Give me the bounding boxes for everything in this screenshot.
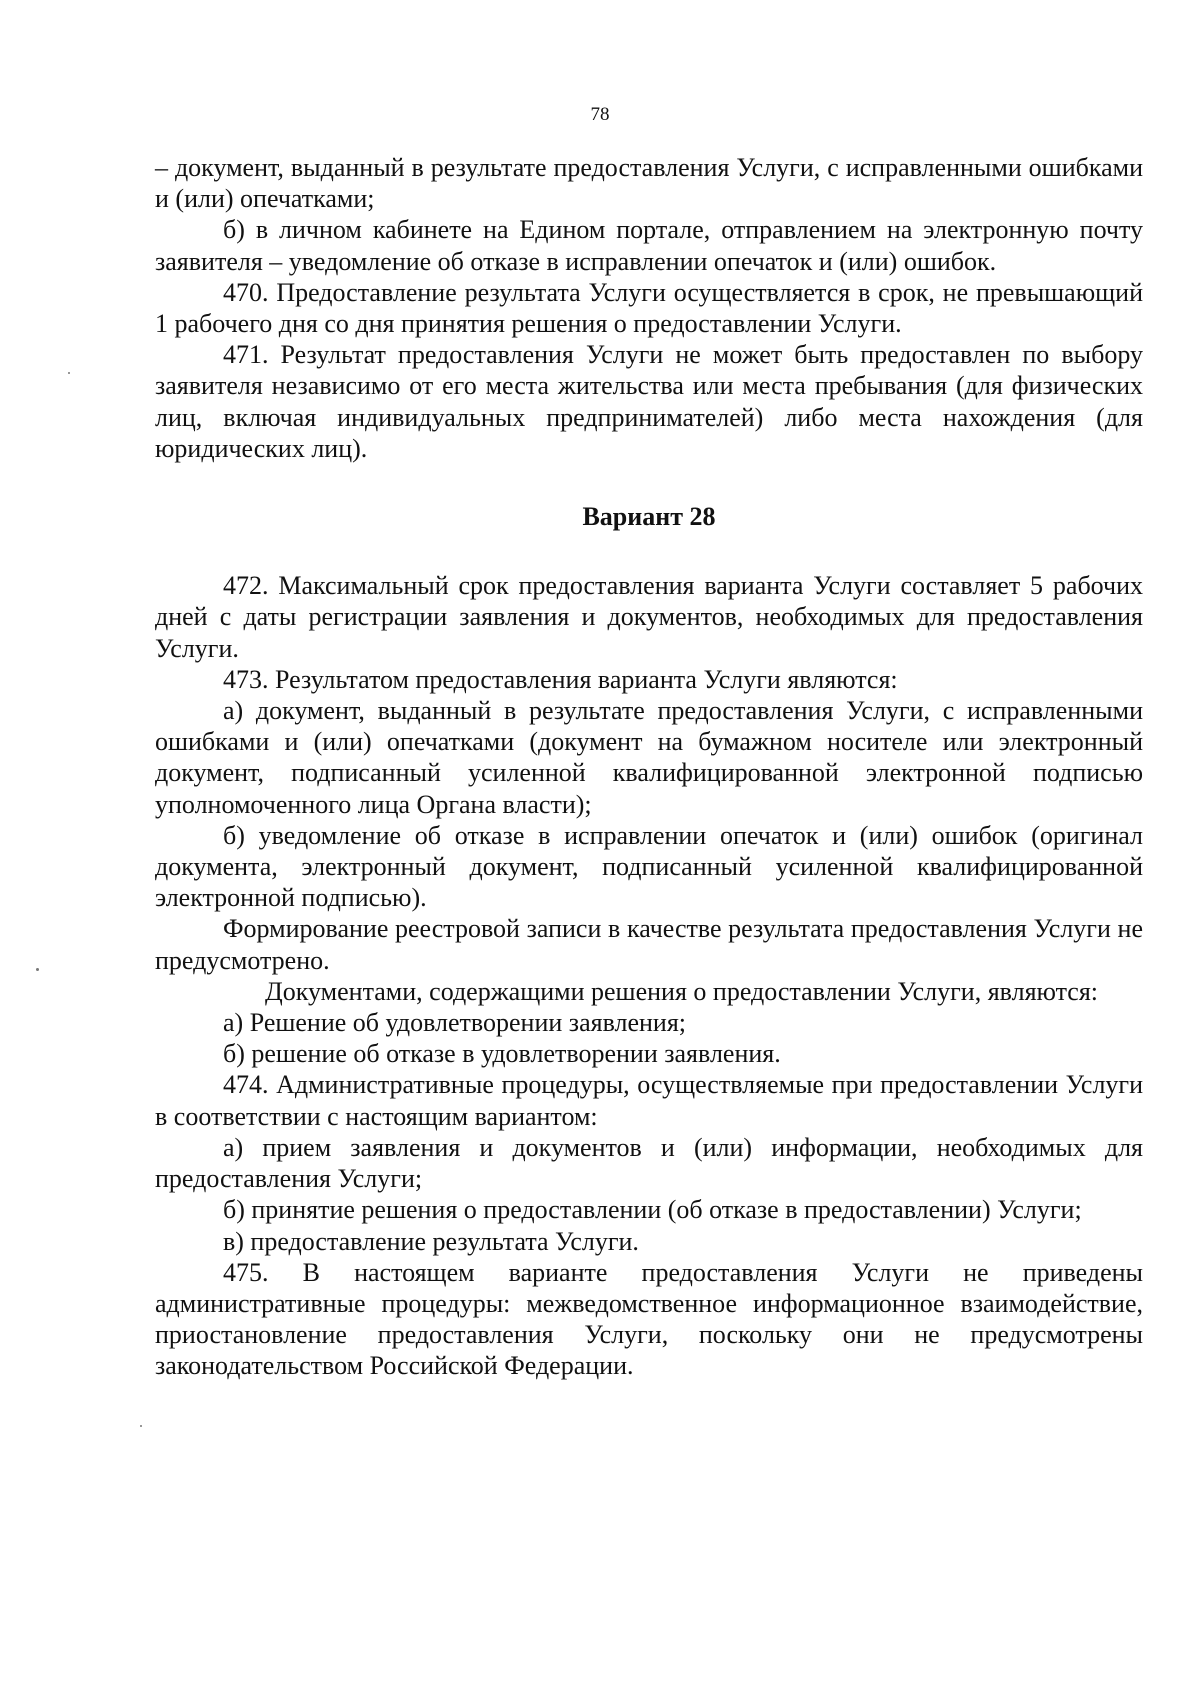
paragraph-474-c: в) предоставление результата Услуги. — [223, 1226, 639, 1256]
paragraph-b-cabinet: б) в личном кабинете на Едином портале, отправлением на электронную почту заявителя – уведомление об отказе в исправлении опечаток и (или) ошибок. — [155, 215, 1143, 276]
paragraph-475: 475. В настоящем варианте предоставления Услуги не приведены административные процедуры: межведомственное информационное взаимодействие, приостановление предоставления Услуги, поскольку они не предусмотрены законодательством Российской Федерации. — [155, 1257, 1143, 1381]
paragraph-474-b: б) принятие решения о предоставлении (об отказе в предоставлении) Услуги; — [223, 1195, 1082, 1225]
page-number: 78 — [590, 104, 610, 125]
paragraph-474: 474. Административные процедуры, осуществляемые при предоставлении Услуги в соответствии с настоящим вариантом: — [155, 1070, 1143, 1131]
scan-speck — [36, 968, 39, 971]
section-heading: Вариант 28 — [582, 502, 716, 532]
paragraph-474-a: а) прием заявления и документов и (или) информации, необходимых для предоставления Услуги; — [155, 1132, 1143, 1194]
scan-speck — [140, 1425, 142, 1427]
paragraph-decision-b: б) решение об отказе в удовлетворении заявления. — [223, 1039, 781, 1069]
paragraph-decision-docs: Документами, содержащими решения о предоставлении Услуги, являются: — [265, 976, 1099, 1006]
paragraph-471: 471. Результат предоставления Услуги не может быть предоставлен по выбору заявителя независимо от его места жительства или места пребывания (для физических лиц, включая индивидуальных предпринимателей) либо места нахождения (для юридических лиц). — [155, 340, 1143, 463]
paragraph-472: 472. Максимальный срок предоставления варианта Услуги составляет 5 рабочих дней с даты регистрации заявления и документов, необходимых для предоставления Услуги. — [155, 571, 1143, 663]
paragraph-doc-corrected: – документ, выданный в результате предоставления Услуги, с исправленными ошибками и (или) опечатками; — [155, 153, 1143, 214]
paragraph-470: 470. Предоставление результата Услуги осуществляется в срок, не превышающий 1 рабочего дня со дня принятия решения о предоставлении Услуги. — [155, 277, 1143, 339]
paragraph-registry: Формирование реестровой записи в качестве результата предоставления Услуги не предусмотрено. — [155, 914, 1143, 975]
paragraph-473-a: а) документ, выданный в результате предоставления Услуги, с исправленными ошибками и (или) опечатками (документ на бумажном носителе или электронный документ, подписанный усиленной квалифицированной электронной подписью уполномоченного лица Органа власти); — [155, 696, 1143, 819]
paragraph-473: 473. Результатом предоставления варианта Услуги являются: — [223, 664, 898, 694]
document-body — [155, 152, 1143, 1382]
scan-speck — [68, 372, 70, 374]
paragraph-decision-a: а) Решение об удовлетворении заявления; — [223, 1008, 687, 1038]
paragraph-473-b: б) уведомление об отказе в исправлении опечаток и (или) ошибок (оригинал документа, электронный документ, подписанный усиленной квалифицированной электронной подписью). — [155, 820, 1143, 913]
